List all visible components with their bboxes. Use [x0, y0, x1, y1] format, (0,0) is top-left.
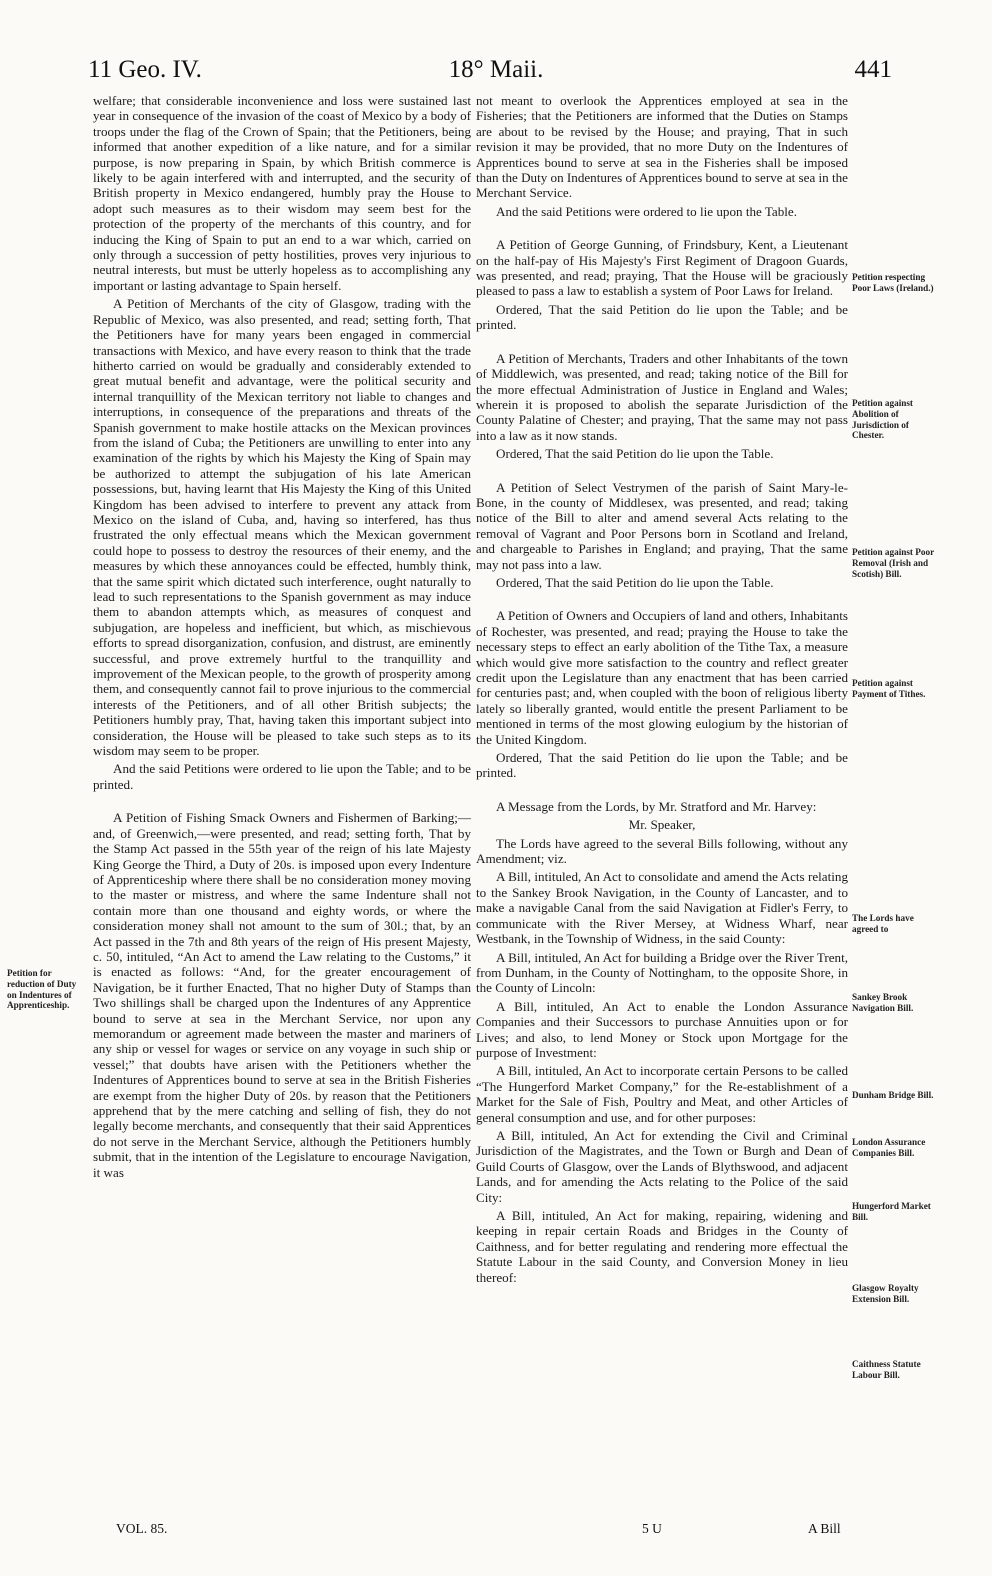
- paragraph-hungerford-bill: A Bill, intituled, An Act to incorporate certain Persons to be called “The Hungerford Market Company,” for the Re-establishment of a Market for the Sale of Fish, Poultry and Meat, and other Articles of general consumption and use, and for other purposes:: [476, 1063, 848, 1125]
- paragraph-order-rochester: Ordered, That the said Petition do lie upon the Table; and be printed.: [476, 750, 848, 781]
- paragraph-middlewich-petition: A Petition of Merchants, Traders and other Inhabitants of the town of Middlewich, was presented, and read; taking notice of the Bill for the more effectual Administration of Justice in England and Wales; wherein it is proposed to abolish the separate Jurisdiction of the County Palatine of Chester; and praying, That the same may not pass into a law as it now stands.: [476, 350, 848, 443]
- paragraph-lords-agreed: The Lords have agreed to the several Bills following, without any Amendment; viz.: [476, 835, 848, 867]
- margin-note-poor-laws: Petition respecting Poor Laws (Ireland.): [852, 272, 934, 293]
- paragraph-glasgow-petition: A Petition of Merchants of the city of Glasgow, trading with the Republic of Mexico, was also presented, and read; setting forth, That the Petitioners have for many years been engaged in commercial transactions with Mexico, and have every reason to think that the trade hitherto carried on would be gradually and considerably extended to great mutual benefit and advantage, were the political security and internal tranquillity of the Mexican territory not liable to changes and interruptions, in consequence of the preparations and threats of the Spanish government to make hostile attacks on the Mexican provinces from the island of Cuba; the Petitioners are unwilling to enter into any examination of the rights by which his Majesty the King of Spain may be authorized to attempt the subjugation of his late American possessions, but, having learnt that His Majesty the King of this United Kingdom has been advised to interfere to prevent any attack from Mexico on the island of Cuba, and, having so interfered, has thus frustrated the only effectual means which the Mexican government could hope to possess to destroy the resources of their enemy, and the measures by which these annoyances could be effected, humbly think, that the same spirit which dictated such interference, ought naturally to lead to such representations to the Spanish government as may induce them to abandon attempts which, as measures of conquest and subjugation, are hopeless and inefficient, but which, as mischievous efforts to spread disorganization, confusion, and distrust, are eminently successful, and prove extremely hurtful to the tranquillity and improvement of the Mexican people, to the growth of prosperity among them, and consequently cannot fail to prove injurious to the commercial interests of the Petitioners, and of all other British subjects; the Petitioners humbly pray, That, having taken this important subject into consideration, the House will be pleased to take such steps as to its wisdom may seem to be proper.: [93, 296, 471, 759]
- right-text-column: [476, 93, 848, 1288]
- paragraph-fishing-smack-petition: A Petition of Fishing Smack Owners and Fishermen of Barking;—and, of Greenwich,—were presented, and read; setting forth, That by the Stamp Act passed in the 55th year of the reign of his late Majesty King George the Third, a Duty of 20s. is imposed upon every Indenture of Apprenticeship where there shall be no consideration money moving to the master or mistress, and where the same Indenture shall not contain more than one thousand and eighty words, or where the consideration money shall not amount to the sum of 30l.; that, by an Act passed in the 7th and 8th years of the reign of His present Majesty, c. 50, intituled, “An Act to amend the Law relating to the Customs,” it is enacted as follows: “And, for the greater encouragement of Navigation, be it further Enacted, That no higher Duty of Stamps than Two shillings shall be charged upon the Indentures of any Apprentice bound to serve at sea in the Merchant Service, nor upon any memorandum or agreement made between the master and mariners of any ship or vessel for wages or service on any voyage in such ship or vessel;” that doubts have arisen with the Petitioners whether the Indentures of Apprentices bound to serve at sea in the British Fisheries are exempt from the higher Duty of 20s. by reason that the Petitioners apprehend that by the mere catching and selling of fish, they do not legally become merchants, and consequently that their said Apprentices do not serve in the Merchant Service, although the Petitioners humbly submit, that in the intention of the Legislature to encourage Navigation, it was: [93, 810, 471, 1180]
- margin-note-dunham: Dunham Bridge Bill.: [852, 1090, 934, 1100]
- paragraph-dunham-bill: A Bill, intituled, An Act for building a Bridge over the River Trent, from Dunham, in the County of Nottingham, to the opposite Shore, in the County of Lincoln:: [476, 949, 848, 996]
- margin-note-caithness: Caithness Statute Labour Bill.: [852, 1359, 921, 1380]
- margin-note-hungerford: Hungerford Market Bill.: [852, 1201, 931, 1222]
- paragraph-petitions-ordered-2: And the said Petitions were ordered to lie upon the Table.: [496, 203, 798, 219]
- margin-note-tithes: Petition against Payment of Tithes.: [852, 678, 926, 699]
- paragraph-mr-speaker: Mr. Speaker,: [628, 817, 696, 833]
- signature-mark: 5 U: [642, 1521, 662, 1536]
- paragraph-glasgow-bill: A Bill, intituled, An Act for extending the Civil and Criminal Jurisdiction of the Magistrates, and the Town or Burgh and Dean of Guild Courts of Glasgow, over the Lands of Blythswood, and adjacent Lands, and for amending the Acts relating to the Police of the said City:: [476, 1127, 848, 1205]
- paragraph-gunning-petition: A Petition of George Gunning, of Frindsbury, Kent, a Lieutenant on the half-pay of His Majesty's First Regiment of Dragoon Guards, was presented, and read; praying, That the House will be graciously pleased to pass a law to establish a system of Poor Laws for Ireland.: [476, 237, 848, 299]
- paragraph-marylebone-petition: A Petition of Select Vestrymen of the parish of Saint Mary-le-Bone, in the county of Middlesex, was presented, and read; taking notice of the Bill to alter and amend several Acts relating to the removal of Vagrant and Poor Persons born in Scotland and Ireland, and chargeable to Parishes in England; and praying, That the same may not pass into a law.: [476, 479, 848, 572]
- margin-note-london-assurance: London Assurance Companies Bill.: [852, 1137, 926, 1158]
- margin-note-sankey: Sankey Brook Navigation Bill.: [852, 992, 914, 1013]
- volume-number: VOL. 85.: [116, 1521, 168, 1536]
- catchword: A Bill: [808, 1521, 841, 1536]
- left-text-column: [93, 93, 471, 1183]
- paragraph-fisheries-continued: not meant to overlook the Apprentices employed at sea in the Fisheries; that the Petitioners are informed that the Duties on Stamps are about to be revised by the House; and praying, That in such revision it may be provided, that no more Duty on the Indentures of Apprentices bound to serve at sea in the Fisheries shall be imposed than the Duty on Indentures of Apprentices bound to serve at sea in the Merchant Service.: [476, 93, 848, 201]
- margin-note-lords-agreed: The Lords have agreed to: [852, 913, 914, 934]
- paragraph-order-gunning: Ordered, That the said Petition do lie upon the Table; and be printed.: [476, 301, 848, 333]
- paragraph-petitions-ordered: And the said Petitions were ordered to lie upon the Table; and to be printed.: [93, 761, 471, 792]
- running-head-regnal-year: 11 Geo. IV.: [88, 56, 202, 83]
- margin-note-poor-removal: Petition against Poor Removal (Irish and Scotish) Bill.: [852, 547, 935, 579]
- paragraph-sankey-bill: A Bill, intituled, An Act to consolidate and amend the Acts relating to the Sankey Brook Navigation, in the County of Lancaster, and to make a navigable Canal from the said Navigation at Fidler's Ferry, to communicate with the River Mersey, at Widness Wharf, near Westbank, in the Township of Widness, in the said County:: [476, 869, 848, 947]
- paragraph-order-middlewich: Ordered, That the said Petition do lie upon the Table.: [496, 446, 774, 462]
- paragraph-london-assurance-bill: A Bill, intituled, An Act to enable the London Assurance Companies and their Successors to purchase Annuities upon or for Lives; and also, to lend Money or Stock upon Mortgage for the purpose of Investment:: [476, 998, 848, 1060]
- paragraph-rochester-petition: A Petition of Owners and Occupiers of land and others, Inhabitants of Rochester, was presented, and read; praying the House to take the necessary steps to effect an early abolition of the Tithe Tax, a measure which would give more satisfaction to the country and reflect greater credit upon the Legislature than any enactment that has been carried for centuries past; and, when coupled with the boon of religious liberty lately so liberally granted, would entitle the present Parliament to be mentioned in terms of the most glowing eulogium by the historian of the United Kingdom.: [476, 608, 848, 747]
- margin-note-apprenticeship: Petition for reduction of Duty on Indentures of Apprenticeship.: [7, 968, 77, 1011]
- margin-note-glasgow: Glasgow Royalty Extension Bill.: [852, 1283, 919, 1304]
- paragraph-caithness-bill: A Bill, intituled, An Act for making, repairing, widening and keeping in repair certain Roads and Bridges in the County of Caithness, and for better regulating and rendering more effectual the Statute Labour in the said County, and Conversion Money in lieu thereof:: [476, 1208, 848, 1285]
- running-head-date: 18° Maii.: [448, 56, 544, 83]
- page-number: 441: [854, 56, 892, 83]
- paragraph-order-marylebone: Ordered, That the said Petition do lie upon the Table.: [496, 574, 774, 590]
- paragraph-lords-message: A Message from the Lords, by Mr. Stratford and Mr. Harvey:: [496, 798, 817, 814]
- margin-note-chester: Petition against Abolition of Jurisdiction of Chester.: [852, 398, 913, 441]
- paragraph-mexico-continued: welfare; that considerable inconvenience and loss were sustained last year in consequence of the invasion of the coast of Mexico by a body of troops under the flag of the Crown of Spain; that the Petitioners, being informed that another expedition of a like nature, and for a similar purpose, is now preparing in Spain, by which British commerce is likely to be again interfered with and interrupted, and the security of British property in Mexico endangered, humbly pray the House to adopt such measures as to their wisdom may seem best for the protection of the property of the merchants of this country, and for inducing the King of Spain to put an end to a war which, carried on only through a succession of petty hostilities, proves very injurious to neutral interests, but must be utterly hopeless as to accomplishing any important or lasting advantage to Spain herself.: [93, 93, 471, 293]
